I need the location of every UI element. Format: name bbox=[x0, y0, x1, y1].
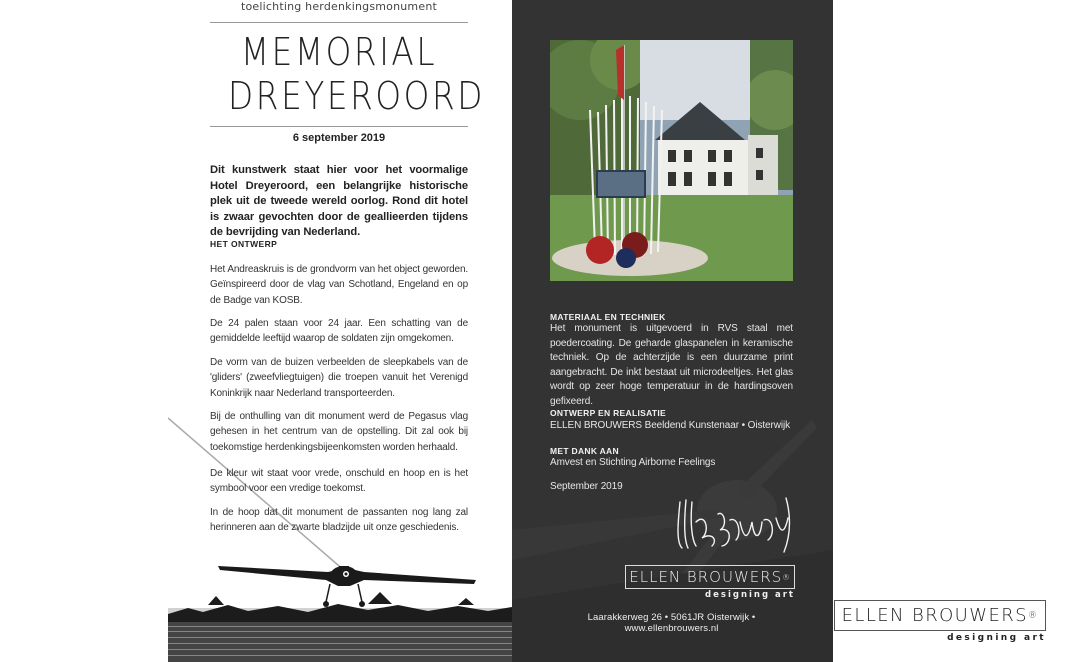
signature-image bbox=[672, 492, 802, 558]
title-line-2: DREYEROORD bbox=[228, 74, 486, 118]
monument-photo bbox=[550, 40, 793, 281]
intro-paragraph: Dit kunstwerk staat hier voor het voormalige Hotel Dreyeroord, een belangrijke historische plek uit de tweede wereld oorlog. Rond dit hotel is zwaar gevochten door de geallieerden tijdens de bevrijding van Nederland. bbox=[210, 164, 468, 239]
material-text: Het monument is uitgevoerd in RVS staal met poedercoating. De geharde glaspanelen in keramische techniek. Op de achterzijde is een duurzame print aangebracht. De inkt bestaat uit microdeeltjes. Het glas wordt op zeer hoge temperatuur in de hardingsoven gefixeerd. bbox=[550, 323, 793, 407]
section-heading-design: HET ONTWERP bbox=[210, 239, 278, 249]
brand-logo bbox=[834, 600, 1046, 631]
heading-material: MATERIAAL EN TECHNIEK bbox=[550, 312, 666, 322]
logo-tagline: designing art bbox=[705, 590, 795, 600]
address-line: Laarakkerweg 26 • 5061JR Oisterwijk • www.ellenbrouwers.nl bbox=[587, 612, 756, 634]
brand-name: ELLEN BROUWERS bbox=[841, 605, 1028, 626]
design-paragraph-3: De vorm van de buizen verbeelden de sleepkabels van de 'gliders' (zweefvliegtuigen) die troepen vanuit het Verenigd Koninkrijk naar Nederland transporteerden. bbox=[210, 357, 468, 399]
heading-thanks: MET DANK AAN bbox=[550, 446, 619, 456]
title-divider bbox=[210, 126, 468, 127]
glider-plane bbox=[218, 566, 476, 607]
design-paragraph-6: In de hoop dat dit monument de passanten nog lang zal herinneren aan de zwarte bladzijde uit onze geschiedenis. bbox=[210, 507, 468, 534]
brand-mark: ® bbox=[1027, 610, 1039, 621]
design-paragraph-4: Bij de onthulling van dit monument werd de Pegasus vlag gehesen in het centrum van de opstelling. Dit zal ook bij toekomstige herdenkingsbijeenkomsten worden herhaald. bbox=[210, 411, 468, 453]
logo-mark: ® bbox=[782, 572, 791, 582]
brand-tagline: designing art bbox=[947, 633, 1046, 643]
event-date: 6 september 2019 bbox=[292, 132, 386, 144]
logo-ellen-brouwers bbox=[625, 565, 795, 589]
document-subtitle: toelichting herdenkingsmonument bbox=[240, 0, 438, 13]
heading-design: ONTWERP EN REALISATIE bbox=[550, 408, 667, 418]
design-paragraph-5: De kleur wit staat voor vrede, onschuld en hoop en is het symbool voor een vredige toekomst. bbox=[210, 468, 468, 495]
date-text: September 2019 bbox=[550, 481, 623, 492]
design-paragraph-2: De 24 palen staan voor 24 jaar. Een schatting van de gemiddelde leeftijd waarop de soldaten zijn omgekomen. bbox=[210, 318, 468, 345]
thanks-text: Amvest en Stichting Airborne Feelings bbox=[550, 457, 716, 468]
title-line-1: MEMORIAL bbox=[240, 30, 438, 74]
right-panel bbox=[512, 0, 833, 662]
page-title bbox=[228, 30, 486, 118]
design-text: ELLEN BROUWERS Beeldend Kunstenaar • Oisterwijk bbox=[550, 420, 791, 431]
design-paragraph-1: Het Andreaskruis is de grondvorm van het object geworden. Geïnspireerd door de vlag van Schotland, Engeland en op de Badge van KOSB. bbox=[210, 264, 468, 306]
logo-name: ELLEN BROUWERS bbox=[629, 568, 783, 586]
top-divider bbox=[210, 22, 468, 23]
left-panel bbox=[168, 0, 512, 662]
